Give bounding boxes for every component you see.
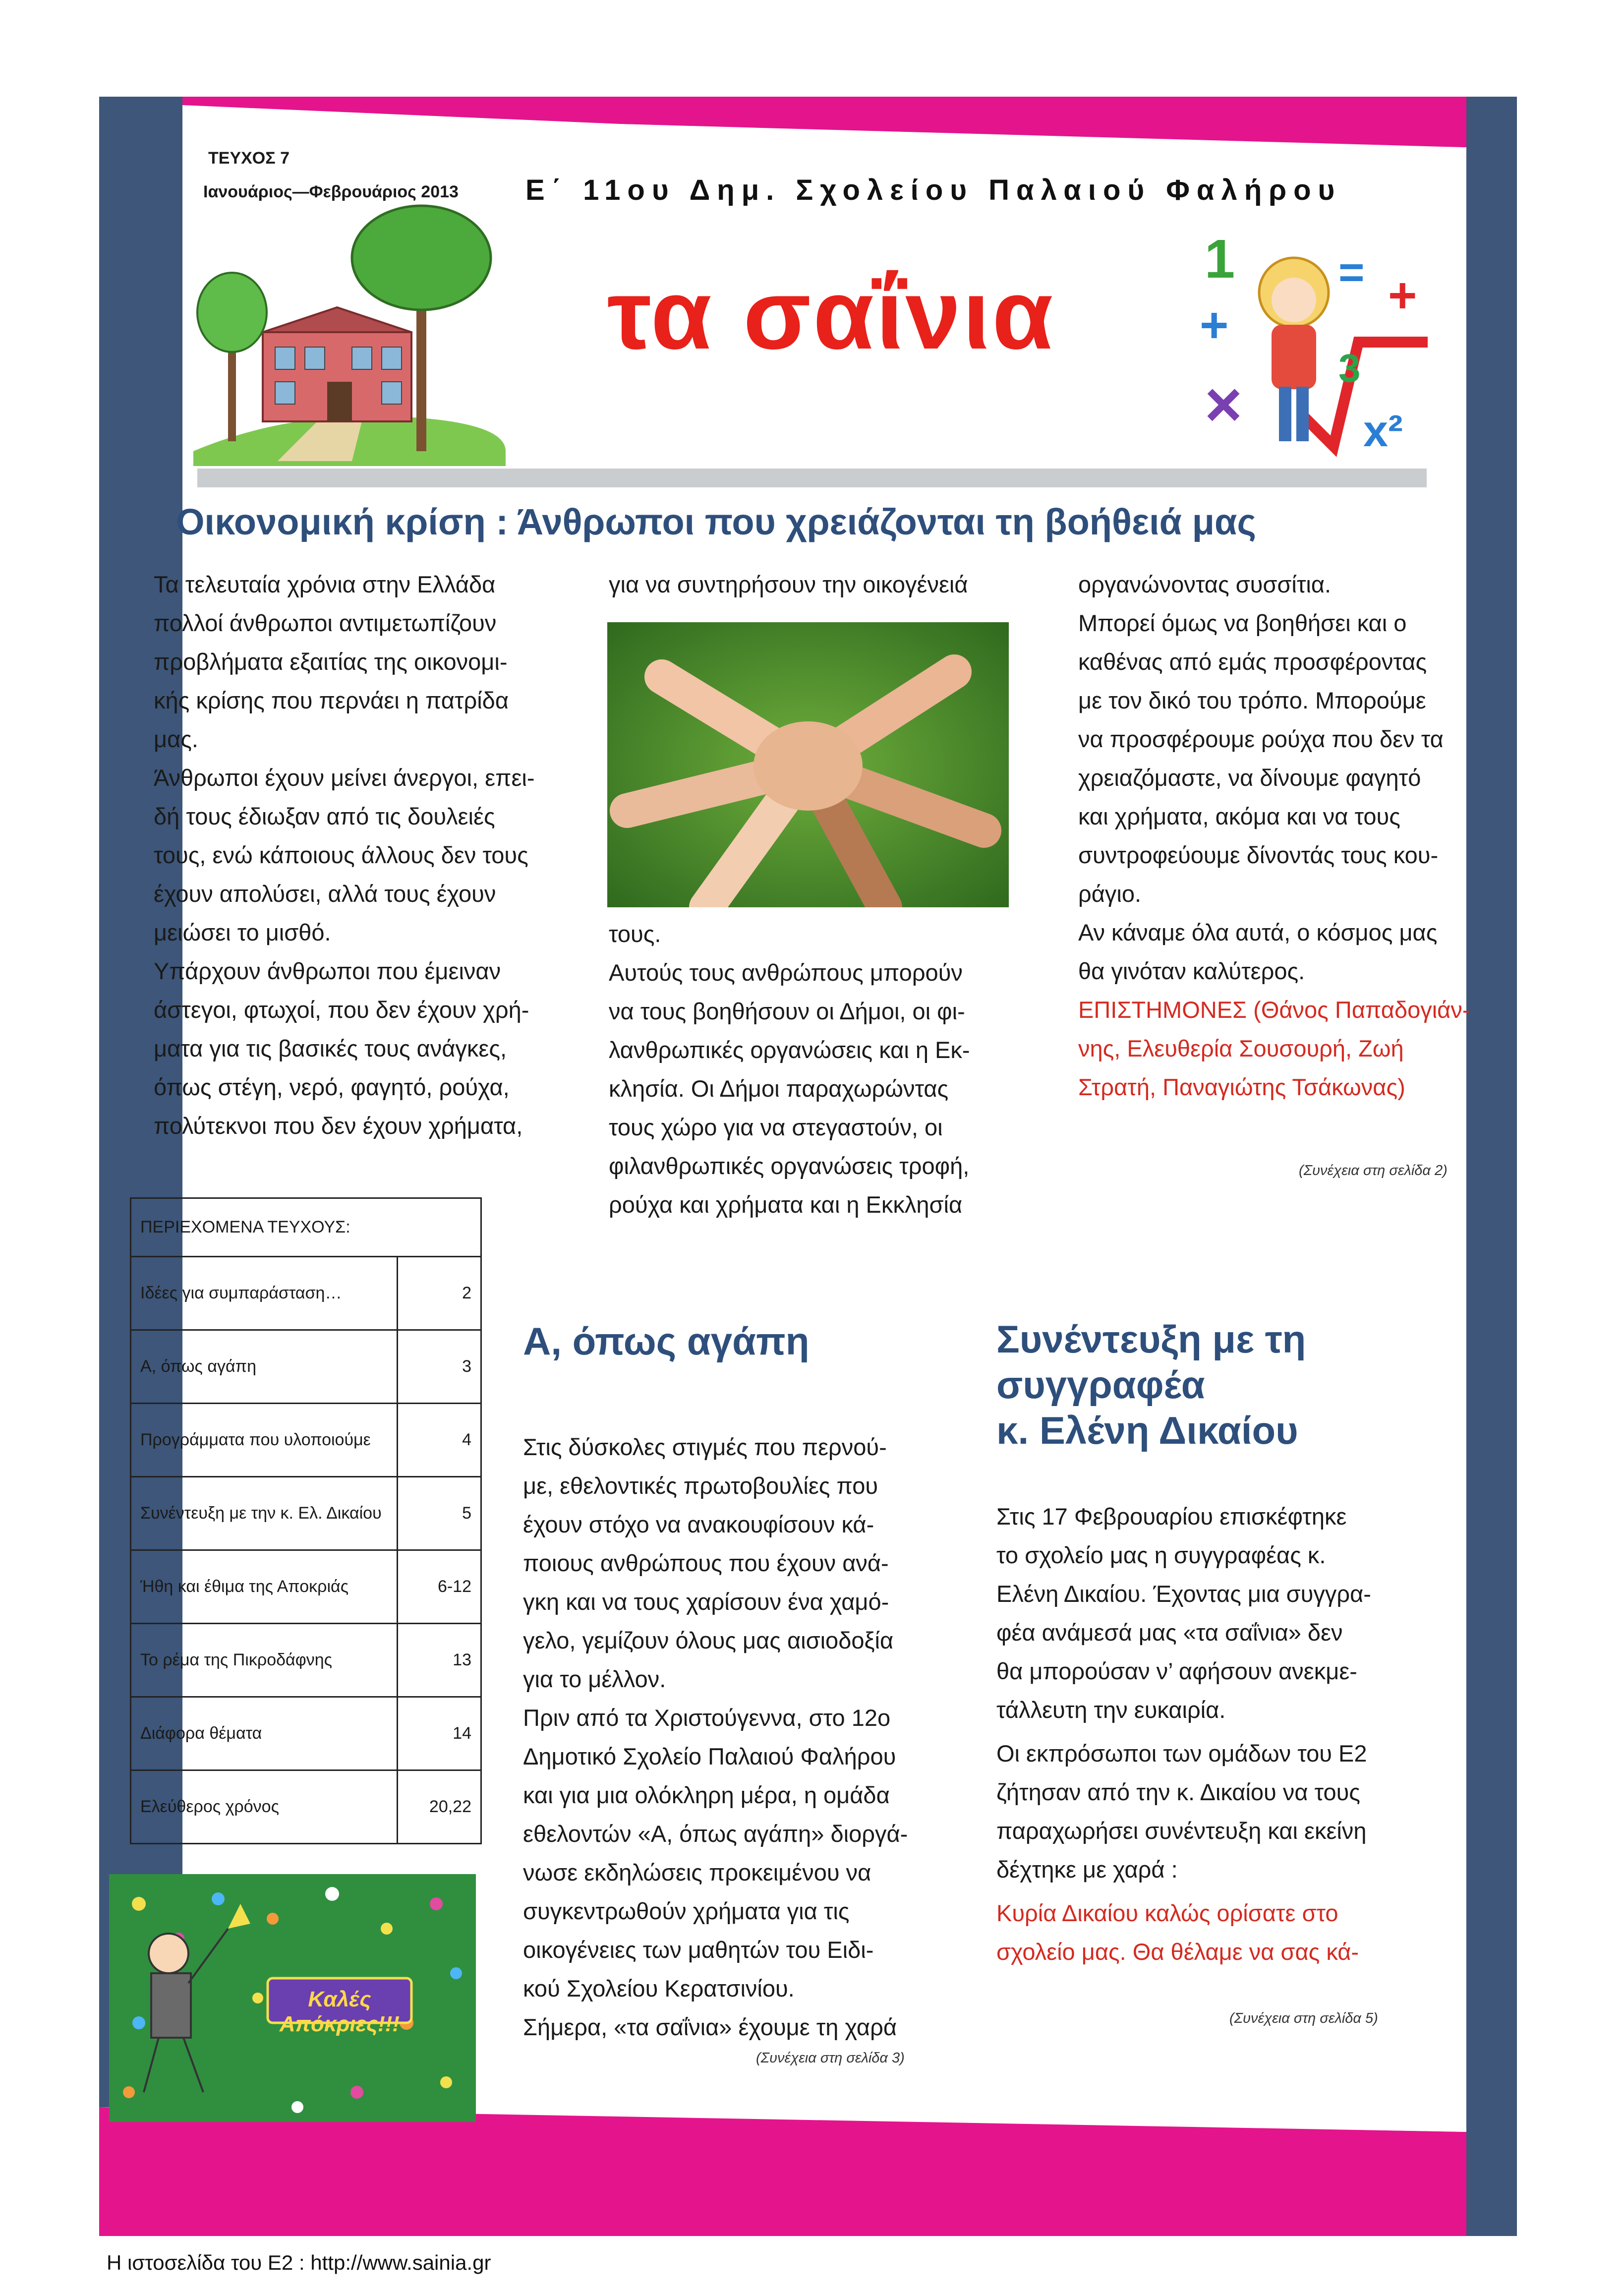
- text-line: λανθρωπικές οργανώσεις και η Εκ-: [609, 1037, 970, 1063]
- right-navy-bar: [1466, 97, 1517, 2236]
- text-line: ποιους ανθρώπους που έχουν ανά-: [523, 1550, 889, 1576]
- text-line: τους, ενώ κάποιους άλλους δεν τους: [154, 842, 528, 868]
- text-line: Ελένη Δικαίου. Έχοντας μια συγγρα-: [996, 1581, 1371, 1607]
- text-line: κλησία. Οι Δήμοι παραχωρώντας: [609, 1075, 949, 1102]
- toc-row[interactable]: [131, 1330, 481, 1404]
- hands-together-photo: [607, 622, 1009, 907]
- text-line: για να συντηρήσουν την οικογένειά: [609, 571, 968, 597]
- text-line: Αυτούς τους ανθρώπους μπορούν: [609, 959, 963, 986]
- text-line: Μπορεί όμως να βοηθήσει και ο: [1078, 610, 1407, 636]
- toc-page: 3: [398, 1330, 481, 1404]
- text-line: συγκεντρωθούν χρήματα για τις: [523, 1898, 850, 1924]
- author-line: ΕΠΙΣΤΗΜΟΝΕΣ (Θάνος Παπαδογιάν-: [1078, 997, 1470, 1023]
- toc-row[interactable]: [131, 1697, 481, 1770]
- table-of-contents: [130, 1197, 482, 1844]
- text-line: χρειαζόμαστε, να δίνουμε φαγητό: [1078, 765, 1421, 791]
- article1-column1: [154, 565, 580, 1145]
- issue-date: Ιανουάριος—Φεβρουάριος 2013: [203, 182, 459, 201]
- text-line: κού Σχολείου Κερατσινίου.: [523, 1975, 795, 2002]
- article1-title: Οικονομική κρίση : Άνθρωποι που χρειάζονται τη βοήθειά μας: [176, 501, 1256, 542]
- text-line: προβλήματα εξαιτίας της οικονομι-: [154, 648, 508, 675]
- text-line: άστεγοι, φτωχοί, που δεν έχουν χρή-: [154, 997, 529, 1023]
- text-line: εθελοντών «Α, όπως αγάπη» διοργά-: [523, 1821, 908, 1847]
- article2-continued: (Συνέχεια στη σελίδα 3): [756, 2050, 905, 2066]
- toc-title: Διάφορα θέματα: [131, 1697, 398, 1770]
- text-line: με τον δικό του τρόπο. Μπορούμε: [1078, 687, 1426, 713]
- text-line: Κυρία Δικαίου καλώς ορίσατε στο: [996, 1900, 1338, 1926]
- text-line: οργανώνοντας συσσίτια.: [1078, 571, 1332, 597]
- toc-row[interactable]: [131, 1550, 481, 1624]
- text-line: καθένας από εμάς προσφέροντας: [1078, 648, 1427, 675]
- article1-column2: [609, 915, 1035, 1224]
- issue-number: ΤΕΥΧΟΣ 7: [208, 149, 290, 168]
- text-line: φιλανθρωπικές οργανώσεις τροφή,: [609, 1153, 970, 1179]
- text-line: για το μέλλον.: [523, 1666, 666, 1692]
- text-line: με, εθελοντικές πρωτοβουλίες που: [523, 1472, 878, 1499]
- text-line: ματα για τις βασικές τους ανάγκες,: [154, 1035, 507, 1061]
- text-line: τάλλευτη την ευκαιρία.: [996, 1697, 1226, 1723]
- text-line: όπως στέγη, νερό, φαγητό, ρούχα,: [154, 1074, 510, 1100]
- toc-page: 13: [398, 1624, 481, 1697]
- article1-column3: [1078, 565, 1505, 1107]
- text-line: οικογένειες των μαθητών του Ειδι-: [523, 1937, 874, 1963]
- toc-heading: ΠΕΡΙΕΧΟΜΕΝΑ ΤΕΥΧΟΥΣ:: [131, 1198, 481, 1257]
- text-line: πολλοί άνθρωποι αντιμετωπίζουν: [154, 610, 497, 636]
- text-line: κής κρίσης που περνάει η πατρίδα: [154, 687, 509, 713]
- article3-title-line: συγγραφέα: [996, 1363, 1205, 1407]
- text-line: παραχωρήσει συνέντευξη και εκείνη: [996, 1818, 1367, 1844]
- text-line: και για μια ολόκληρη μέρα, η ομάδα: [523, 1782, 890, 1808]
- school-name: Ε΄ 11ου Δημ. Σχολείου Παλαιού Φαλήρου: [525, 174, 1342, 206]
- text-line: Τα τελευταία χρόνια στην Ελλάδα: [154, 571, 496, 597]
- article1-column2-top: [609, 565, 1035, 604]
- carnival-banner: Καλές Απόκριες!!!: [279, 1987, 400, 2036]
- toc-page: 2: [398, 1257, 481, 1330]
- toc-row[interactable]: [131, 1624, 481, 1697]
- text-line: γελο, γεμίζουν όλους μας αισιοδοξία: [523, 1627, 894, 1653]
- text-line: νωσε εκδηλώσεις προκειμένου να: [523, 1859, 871, 1885]
- text-line: μας.: [154, 726, 198, 752]
- text-line: τους χώρο για να στεγαστούν, οι: [609, 1114, 943, 1140]
- text-line: θα μπορούσαν ν’ αφήσουν ανεκμε-: [996, 1658, 1357, 1684]
- text-line: Αν κάναμε όλα αυτά, ο κόσμος μας: [1078, 919, 1438, 945]
- article3-title-line: Συνέντευξη με τη: [996, 1317, 1306, 1361]
- svg-text:×: ×: [1205, 368, 1242, 440]
- text-line: το σχολείο μας η συγγραφέας κ.: [996, 1542, 1326, 1568]
- masthead-rule: [197, 469, 1427, 487]
- text-line: Δημοτικό Σχολείο Παλαιού Φαλήρου: [523, 1743, 896, 1769]
- toc-title: Το ρέμα της Πικροδάφνης: [131, 1624, 398, 1697]
- author-line: Στρατή, Παναγιώτης Τσάκωνας): [1078, 1074, 1405, 1100]
- toc-row[interactable]: [131, 1257, 481, 1330]
- toc-title: Συνέντευξη με την κ. Ελ. Δικαίου: [131, 1477, 398, 1550]
- svg-text:x²: x²: [1363, 407, 1403, 456]
- toc-title: Προγράμματα που υλοποιούμε: [131, 1404, 398, 1477]
- svg-text:+: +: [1200, 297, 1229, 353]
- text-line: Οι εκπρόσωποι των ομάδων του Ε2: [996, 1740, 1367, 1766]
- text-line: πολύτεκνοι που δεν έχουν χρήματα,: [154, 1113, 523, 1139]
- text-line: Πριν από τα Χριστούγεννα, στο 12ο: [523, 1705, 891, 1731]
- article3-body: [996, 1497, 1433, 1971]
- text-line: γκη και να τους χαρίσουν ένα χαμό-: [523, 1589, 889, 1615]
- text-line: Άνθρωποι έχουν μείνει άνεργοι, επει-: [154, 765, 535, 791]
- text-line: δέχτηκε με χαρά :: [996, 1856, 1178, 1883]
- toc-page: 5: [398, 1477, 481, 1550]
- text-line: δή τους έδιωξαν από τις δουλειές: [154, 803, 495, 829]
- article2-title: Α, όπως αγάπη: [523, 1319, 810, 1363]
- toc-title: Ήθη και έθιμα της Αποκριάς: [131, 1550, 398, 1624]
- toc-row[interactable]: [131, 1477, 481, 1550]
- toc-page: 20,22: [398, 1770, 481, 1844]
- text-line: ράγιο.: [1078, 881, 1142, 907]
- carnival-picture: [109, 1874, 476, 2122]
- newspaper-title: τα σαΐνια: [607, 259, 1055, 370]
- text-line: συντροφεύουμε δίνοντάς τους κου-: [1078, 842, 1439, 868]
- text-line: σχολείο μας. Θα θέλαμε να σας κά-: [996, 1939, 1359, 1965]
- math-kid-illustration: [1190, 218, 1438, 466]
- footer-website: Η ιστοσελίδα του Ε2 : http://www.sainia.gr: [107, 2251, 491, 2274]
- article3-continued: (Συνέχεια στη σελίδα 5): [1229, 2010, 1378, 2026]
- text-line: Στις δύσκολες στιγμές που περνού-: [523, 1434, 887, 1460]
- text-line: Υπάρχουν άνθρωποι που έμειναν: [154, 958, 501, 984]
- article2-body: [523, 1428, 954, 2047]
- toc-title: Α, όπως αγάπη: [131, 1330, 398, 1404]
- toc-page: 14: [398, 1697, 481, 1770]
- toc-page: 4: [398, 1404, 481, 1477]
- text-line: ρούχα και χρήματα και η Εκκλησία: [609, 1191, 963, 1218]
- toc-title: Ιδέες για συμπαράσταση…: [131, 1257, 398, 1330]
- text-line: μειώσει το μισθό.: [154, 919, 331, 945]
- text-line: θα γινόταν καλύτερος.: [1078, 958, 1305, 984]
- svg-text:=: =: [1338, 248, 1365, 297]
- toc-row[interactable]: [131, 1770, 481, 1844]
- text-line: έχουν στόχο να ανακουφίσουν κά-: [523, 1511, 874, 1537]
- toc-row[interactable]: [131, 1404, 481, 1477]
- text-line: έχουν απολύσει, αλλά τους έχουν: [154, 881, 496, 907]
- text-line: Στις 17 Φεβρουαρίου επισκέφτηκε: [996, 1503, 1347, 1530]
- text-line: ζήτησαν από την κ. Δικαίου να τους: [996, 1779, 1360, 1805]
- text-line: να τους βοηθήσουν οι Δήμοι, οι φι-: [609, 998, 965, 1024]
- text-line: τους.: [609, 921, 661, 947]
- school-building-illustration: [188, 203, 511, 466]
- article3-title-line: κ. Ελένη Δικαίου: [996, 1409, 1298, 1452]
- toc-page: 6-12: [398, 1550, 481, 1624]
- svg-text:+: +: [1388, 268, 1417, 323]
- svg-text:3: 3: [1338, 346, 1361, 390]
- text-line: και χρήματα, ακόμα και να τους: [1078, 803, 1400, 829]
- svg-text:1: 1: [1205, 229, 1235, 290]
- text-line: Σήμερα, «τα σαΐνια» έχουμε τη χαρά: [523, 2014, 897, 2040]
- text-line: να προσφέρουμε ρούχα που δεν τα: [1078, 726, 1444, 752]
- toc-title: Ελεύθερος χρόνος: [131, 1770, 398, 1844]
- article1-continued: (Συνέχεια στη σελίδα 2): [1299, 1163, 1448, 1178]
- text-line: φέα ανάμεσά μας «τα σαΐνια» δεν: [996, 1619, 1343, 1646]
- author-line: νης, Ελευθερία Σουσουρή, Ζωή: [1078, 1035, 1404, 1061]
- article3-title: [996, 1316, 1306, 1453]
